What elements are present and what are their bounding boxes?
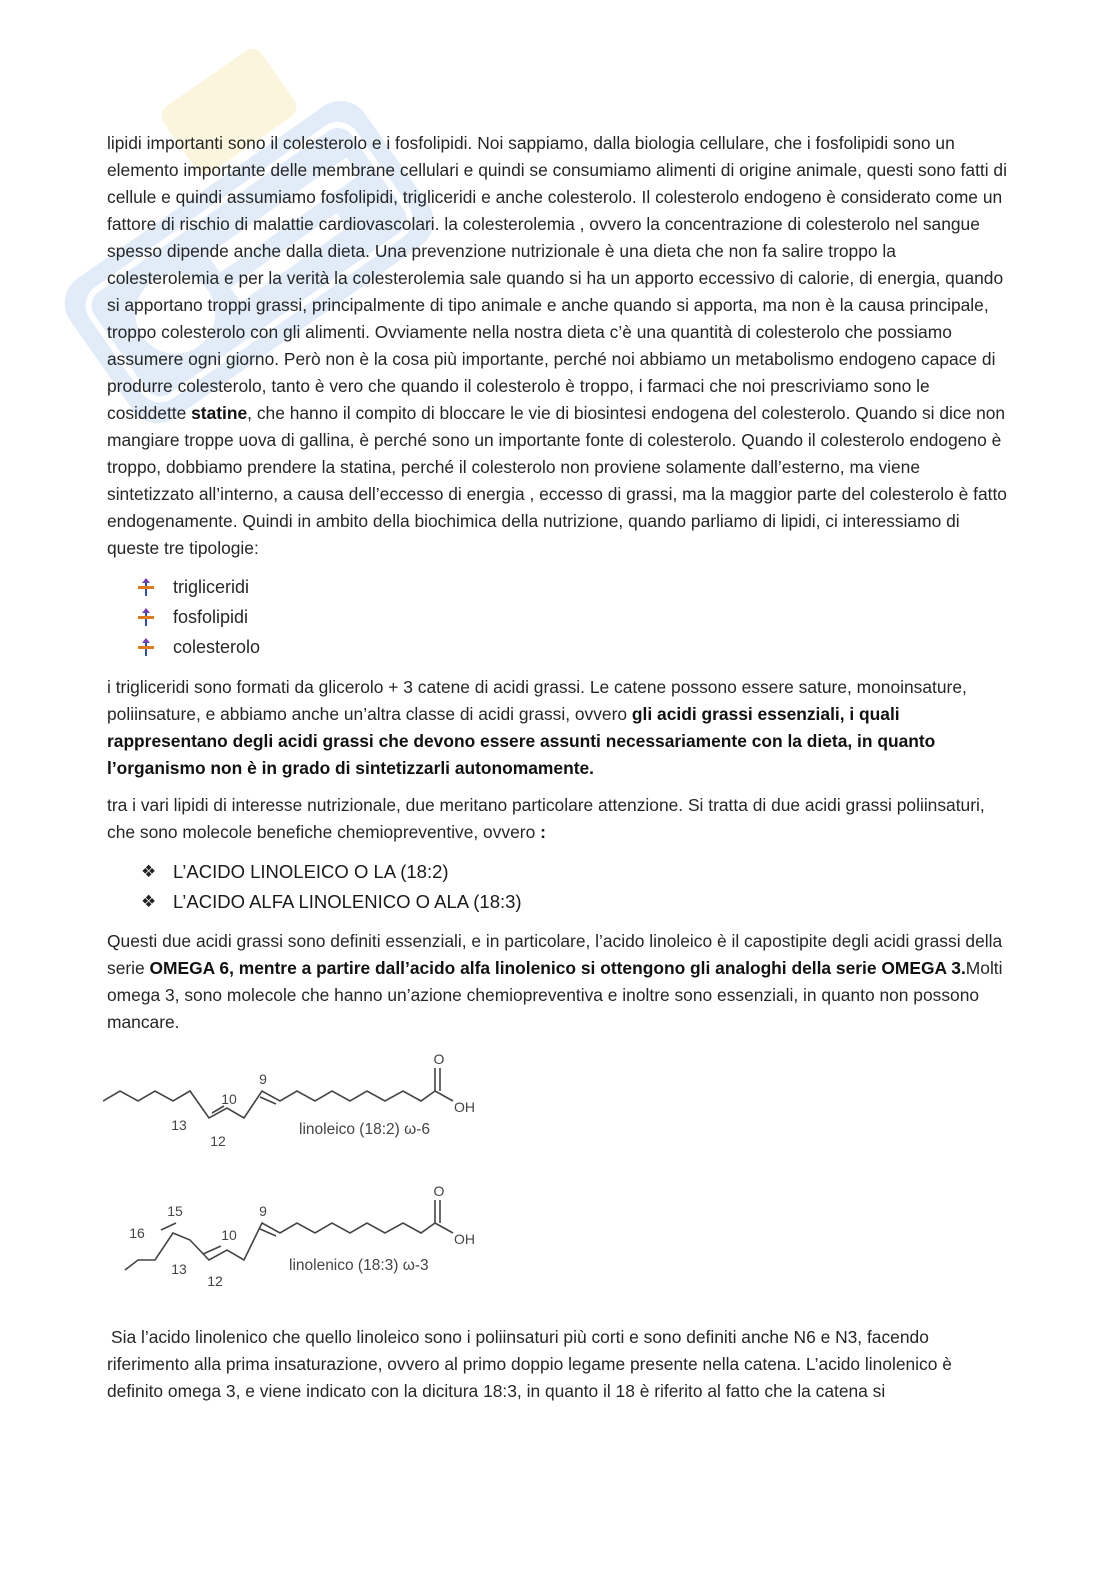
paragraph-nutritional-lipids: tra i vari lipidi di interesse nutrizionale, due meritano particolare attenzione. Si tratta di due acidi grassi poliinsaturi, che sono molecole benefiche chemiopreventive, ovvero : xyxy=(107,795,985,842)
position-label: 12 xyxy=(210,1133,226,1149)
position-label: 15 xyxy=(167,1203,183,1219)
omega-series-term: OMEGA 6, mentre a partire dall’acido alfa linolenico si ottengono gli analoghi della serie OMEGA 3. xyxy=(149,958,966,978)
list-item: fosfolipidi xyxy=(137,602,1007,632)
position-label: 13 xyxy=(171,1117,187,1133)
oxygen-label: O xyxy=(433,1183,445,1199)
arrow-bullet-icon xyxy=(137,638,173,656)
hydroxyl-label: OH xyxy=(454,1231,475,1247)
diamond-bullet-icon: ❖ xyxy=(141,861,157,881)
lipid-types-list xyxy=(137,572,1007,662)
position-label: 9 xyxy=(259,1203,267,1219)
paragraph-n6-n3: Sia l’acido linolenico che quello linoleico sono i poliinsaturi più corti e sono definiti anche N6 e N3, facendo riferimento alla prima insaturazione, ovvero al primo doppio legame presente nella catena. L’acido linolenico è definito omega 3, e viene indicato con la dicitura 18:3, in quanto il 18 è riferito al fatto che la catena si xyxy=(107,1327,952,1401)
list-item: ❖ L’ACIDO LINOLEICO O LA (18:2) xyxy=(141,856,1007,886)
oxygen-label: O xyxy=(433,1051,445,1067)
paragraph-omega-series: Questi due acidi grassi sono definiti essenziali, e in particolare, l’acido linoleico è il capostipite degli acidi grassi della serie OMEGA 6, mentre a partire dall’acido alfa linolenico si ottengono gli analoghi della serie OMEGA 3.Molti omega 3, sono molecole che hanno un’azione chemiopreventiva e inoltre sono essenziali, in quanto non possono mancare. xyxy=(107,931,1003,1032)
essential-fatty-acids-definition: gli acidi grassi essenziali, i quali rappresentano degli acidi grassi che devono essere assunti necessariamente con la dieta, in quanto l’organismo non è in grado di sintetizzarli autonomamente. xyxy=(107,704,936,778)
list-item: trigliceridi xyxy=(137,572,1007,602)
position-label: 12 xyxy=(207,1273,223,1289)
position-label: 9 xyxy=(259,1071,267,1087)
document-page xyxy=(107,130,1007,1415)
position-label: 13 xyxy=(171,1261,187,1277)
position-label: 16 xyxy=(129,1225,145,1241)
linoleic-acid-structure xyxy=(103,1048,503,1168)
position-label: 10 xyxy=(221,1227,237,1243)
statine-term: statine xyxy=(191,403,248,423)
list-item: ❖ L’ACIDO ALFA LINOLENICO O ALA (18:3) xyxy=(141,886,1007,916)
hydroxyl-label: OH xyxy=(454,1099,475,1115)
paragraph-lipids-intro: lipidi importanti sono il colesterolo e i fosfolipidi. Noi sappiamo, dalla biologia cellulare, che i fosfolipidi sono un elemento importante delle membrane cellulari e quindi se consumiamo alimenti di origine animale, questi sono fatti di cellule e quindi assumiamo fosfolipidi, trigliceridi e anche colesterolo. Il colesterolo endogeno è considerato come un fattore di rischio di malattie cardiovascolari. la colesterolemia , ovvero la concentrazione di colesterolo nel sangue spesso dipende anche dalla dieta. Una prevenzione nutrizionale è una dieta che non fa salire troppo la colesterolemia e per la verità la colesterolemia sale quando si ha un apporto eccessivo di calorie, di energia, quando si apportano troppi grassi, principalmente di tipo animale e anche quando si apporta, ma non è la causa principale, troppo colesterolo con gli alimenti. Ovviamente nella nostra dieta c’è una quantità di colesterolo che possiamo assumere ogni giorno. Però non è la cosa più importante, perché noi abbiamo un metabolismo endogeno capace di produrre colesterolo, tanto è vero che quando il colesterolo è troppo, i farmaci che noi prescriviamo sono le cosiddette statine, che hanno il compito di bloccare le vie di biosintesi endogena del colesterolo. Quando si dice non mangiare troppe uova di gallina, è perché sono un importante fonte di colesterolo. Quando il colesterolo endogeno è troppo, dobbiamo prendere la statina, perché il colesterolo non proviene solamente dall’esterno, ma viene sintetizzato all’interno, a causa dell’eccesso di energia , eccesso di grassi, ma la maggior parte del colesterolo è fatto endogenamente. Quindi in ambito della biochimica della nutrizione, quando parliamo di lipidi, ci interessiamo di queste tre tipologie: xyxy=(107,133,1007,558)
molecule-label: linolenico (18:3) ω-3 xyxy=(289,1257,429,1274)
position-label: 10 xyxy=(221,1091,237,1107)
essential-acids-list xyxy=(141,856,1007,916)
list-item: colesterolo xyxy=(137,632,1007,662)
diamond-bullet-icon: ❖ xyxy=(141,891,157,911)
arrow-bullet-icon xyxy=(137,608,173,626)
linolenic-acid-structure xyxy=(103,1180,503,1308)
paragraph-triglycerides: i trigliceridi sono formati da glicerolo + 3 catene di acidi grassi. Le catene possono essere sature, monoinsature, poliinsature, e abbiamo anche un’altra classe di acidi grassi, ovvero gli acidi grassi essenziali, i quali rappresentano degli acidi grassi che devono essere assunti necessariamente con la dieta, in quanto l’organismo non è in grado di sintetizzarli autonomamente. xyxy=(107,677,967,778)
arrow-bullet-icon xyxy=(137,578,173,596)
molecule-label: linoleico (18:2) ω-6 xyxy=(299,1121,430,1138)
